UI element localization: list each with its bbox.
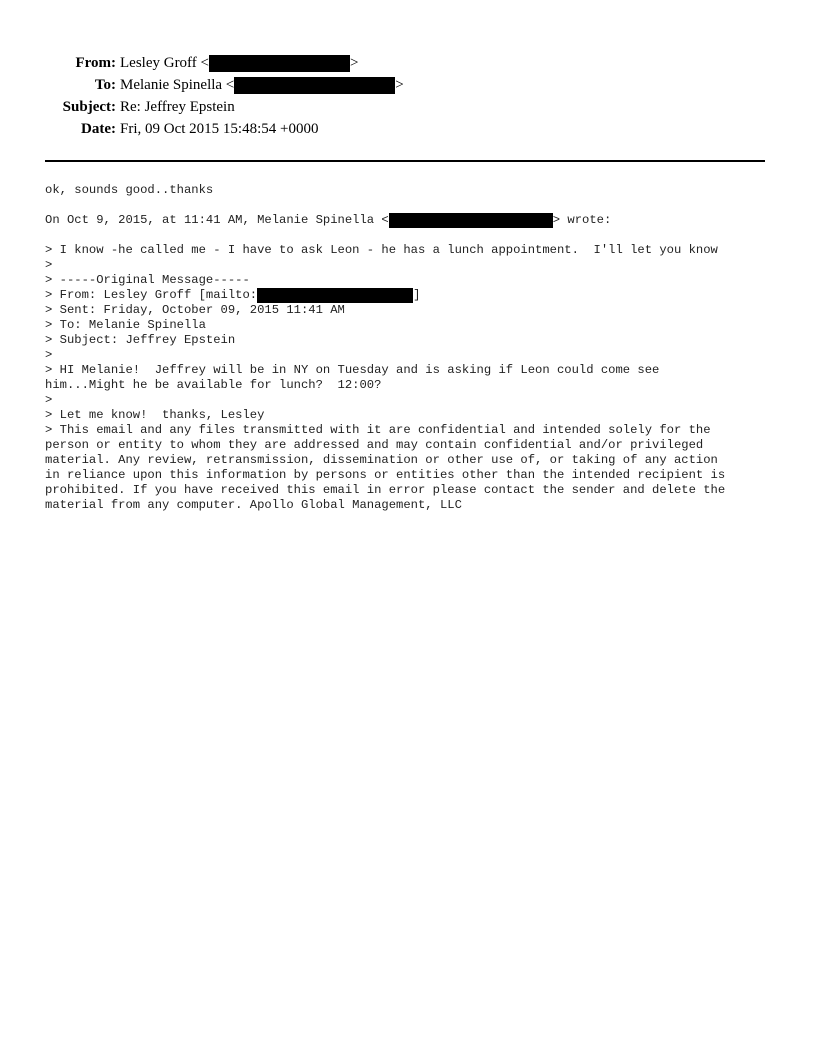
subject-value: Re: Jeffrey Epstein [120, 98, 235, 115]
redaction-box [257, 288, 413, 303]
subject-label: Subject: [62, 98, 116, 115]
from-row [0, 52, 816, 74]
disclaimer-line: prohibited. If you have received this email in error please contact the sender and delete the [45, 483, 726, 497]
from-label: From: [75, 54, 116, 71]
to-name: Melanie Spinella < [120, 76, 235, 93]
from-name: Lesley Groff < [120, 54, 209, 71]
quoted-line: > -----Original Message----- [45, 273, 250, 287]
quote-attribution: On Oct 9, 2015, at 11:41 AM, Melanie Spinella < > wrote: [45, 213, 612, 227]
quoted-from-line: > From: Lesley Groff [mailto: ] [45, 288, 421, 302]
date-row [0, 118, 816, 140]
header-divider [45, 160, 765, 162]
email-header [0, 52, 816, 140]
quoted-line: > [45, 348, 53, 362]
subject-row [0, 96, 816, 118]
quoted-line: > [45, 393, 53, 407]
quoted-line: > Sent: Friday, October 09, 2015 11:41 AM [45, 303, 345, 317]
quoted-line: > Subject: Jeffrey Epstein [45, 333, 236, 347]
redaction-box [209, 55, 350, 72]
redaction-box [234, 77, 395, 94]
to-row [0, 74, 816, 96]
redaction-box [389, 213, 553, 228]
quoted-line: > I know -he called me - I have to ask Leon - he has a lunch appointment. I'll let you know [45, 243, 718, 257]
disclaimer-line: person or entity to whom they are addressed and may contain confidential and/or privileged [45, 438, 704, 452]
quoted-line: > Let me know! thanks, Lesley [45, 408, 265, 422]
disclaimer-line: material. Any review, retransmission, dissemination or other use of, or taking of any action [45, 453, 718, 467]
to-label: To: [94, 76, 116, 93]
quoted-line: > HI Melanie! Jeffrey will be in NY on Tuesday and is asking if Leon could come see [45, 363, 660, 377]
reply-text: ok, sounds good..thanks [45, 183, 214, 197]
date-label: Date: [81, 120, 116, 137]
email-body [45, 183, 785, 513]
from-bracket: > [350, 54, 359, 71]
disclaimer-line: > This email and any files transmitted with it are confidential and intended solely for the [45, 423, 711, 437]
date-value: Fri, 09 Oct 2015 15:48:54 +0000 [120, 120, 319, 137]
quoted-line: > To: Melanie Spinella [45, 318, 206, 332]
disclaimer-line: in reliance upon this information by persons or entities other than the intended recipient is [45, 468, 726, 482]
quoted-line: > [45, 258, 53, 272]
disclaimer-line: material from any computer. Apollo Global Management, LLC [45, 498, 462, 512]
quoted-line: him...Might he be available for lunch? 12:00? [45, 378, 382, 392]
to-bracket: > [395, 76, 404, 93]
